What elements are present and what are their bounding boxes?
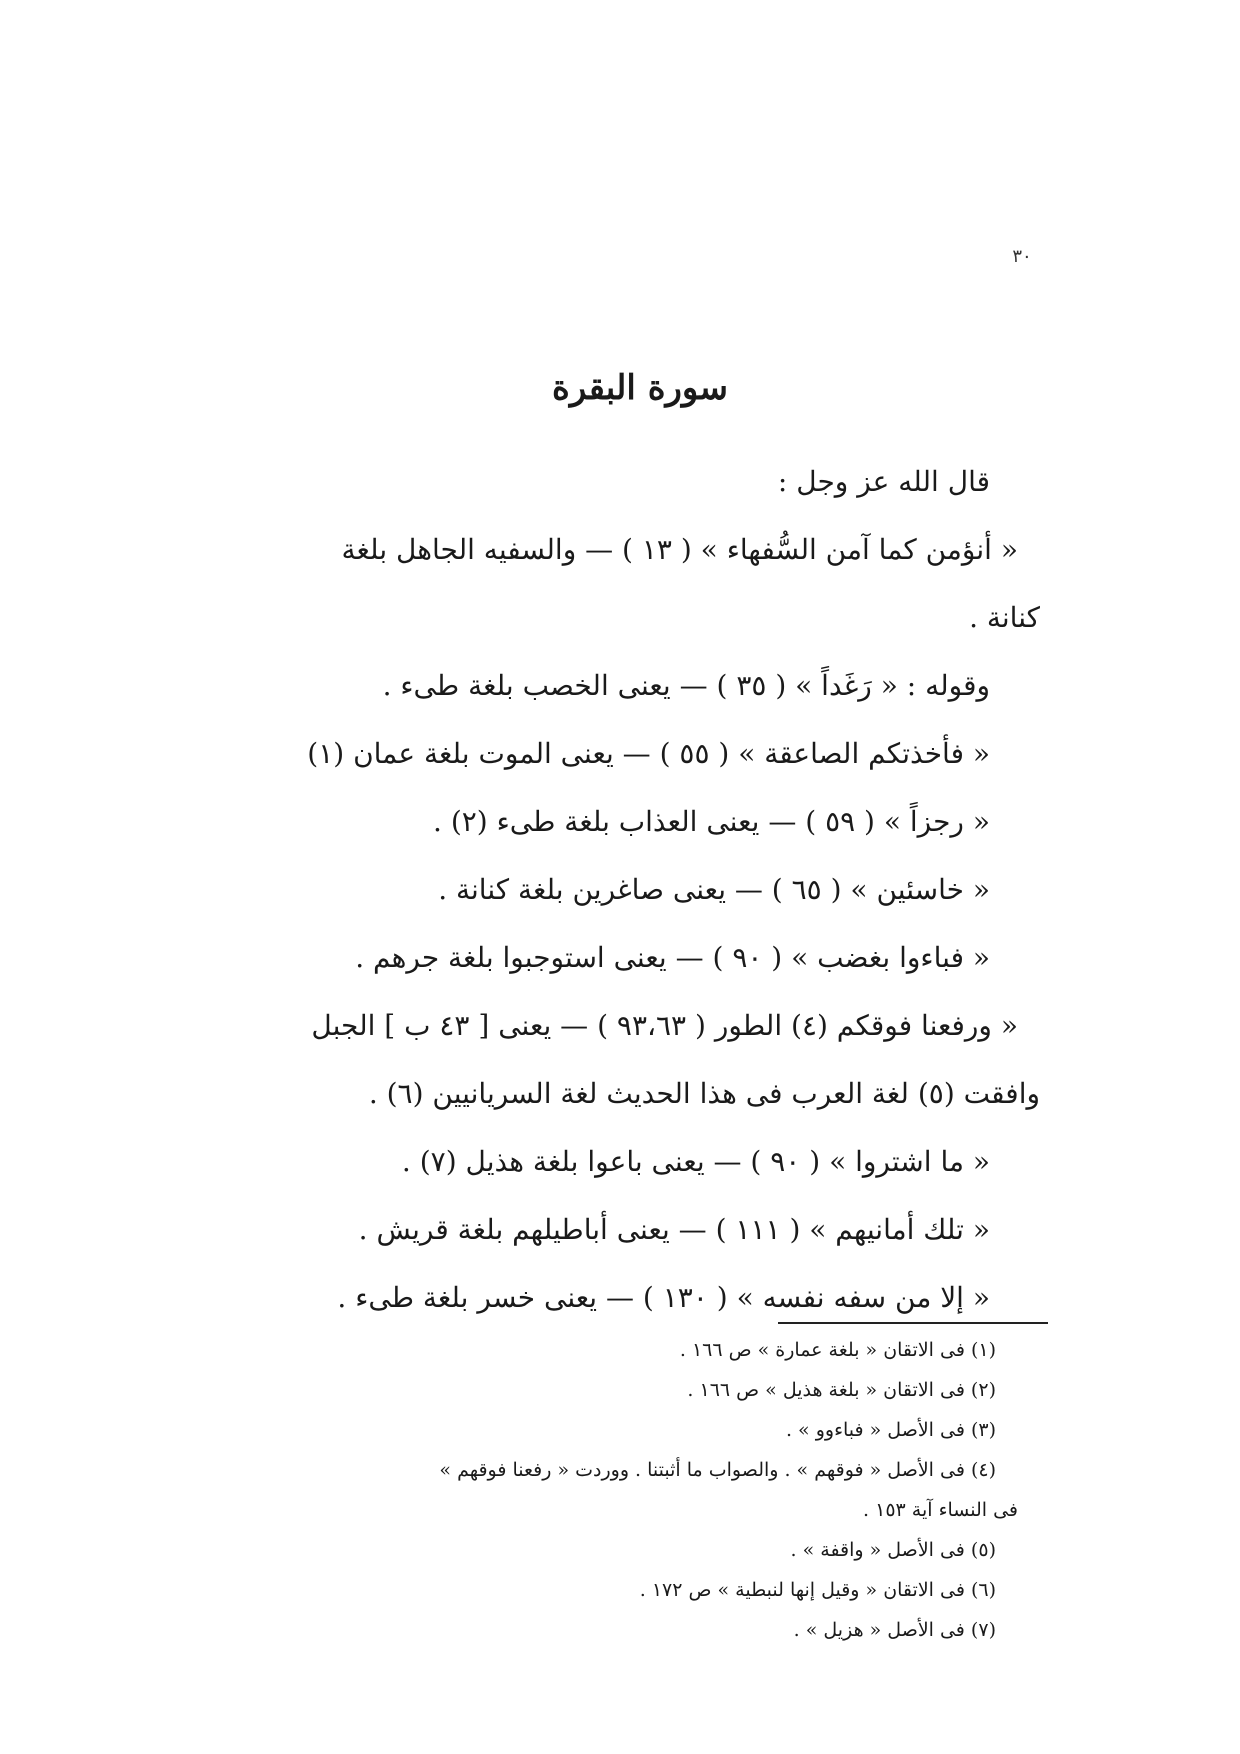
footnote: (٣) فى الأصل « فباءوو » .: [785, 1419, 996, 1441]
body-line: وقوله : « رَغَداً » ( ٣٥ ) — يعنى الخصب بلغة طىء .: [382, 669, 990, 702]
body-line: وافقت (٥) لغة العرب فى هذا الحديث لغة السريانيين (٦) .: [368, 1077, 1040, 1110]
page-number: ٣٠: [1012, 246, 1032, 267]
footnote: (٢) فى الاتقان « بلغة هذيل » ص ١٦٦ .: [687, 1379, 996, 1401]
body-line: قال الله عز وجل :: [777, 465, 990, 498]
body-line: « إلا من سفه نفسه » ( ١٣٠ ) — يعنى خسر بلغة طىء .: [337, 1281, 990, 1314]
body-line: « خاسئين » ( ٦٥ ) — يعنى صاغرين بلغة كنانة .: [438, 873, 990, 906]
body-line: « ما اشتروا » ( ٩٠ ) — يعنى باعوا بلغة هذيل (٧) .: [401, 1145, 990, 1178]
body-line: « فأخذتكم الصاعقة » ( ٥٥ ) — يعنى الموت بلغة عمان (١): [307, 737, 990, 770]
body-line: « ورفعنا فوقكم (٤) الطور ( ٩٣،٦٣ ) — يعنى [ ٤٣ ب ] الجبل: [311, 1009, 1018, 1042]
body-line: « أنؤمن كما آمن السُّفهاء » ( ١٣ ) — والسفيه الجاهل بلغة: [341, 533, 1018, 566]
footnote-divider: [778, 1322, 1048, 1324]
footnote: (٧) فى الأصل « هزيل » .: [793, 1619, 996, 1641]
footnotes: [248, 1330, 1018, 1650]
body-text: [240, 448, 1040, 1332]
footnote: (٤) فى الأصل « فوقهم » . والصواب ما أثبتنا . ووردت « رفعنا فوقهم »: [439, 1459, 996, 1481]
footnote-continuation: فى النساء آية ١٥٣ .: [863, 1499, 1018, 1521]
footnote: (٦) فى الاتقان « وقيل إنها لنبطية » ص ١٧٢ .: [639, 1579, 996, 1601]
body-line: « رجزاً » ( ٥٩ ) — يعنى العذاب بلغة طىء (٢) .: [433, 805, 990, 838]
body-line: « فباءوا بغضب » ( ٩٠ ) — يعنى استوجبوا بلغة جرهم .: [355, 941, 990, 974]
body-line: « تلك أمانيهم » ( ١١١ ) — يعنى أباطيلهم بلغة قريش .: [358, 1213, 990, 1246]
footnote: (١) فى الاتقان « بلغة عمارة » ص ١٦٦ .: [679, 1339, 996, 1361]
surah-title: سورة البقرة: [552, 368, 728, 408]
footnote: (٥) فى الأصل « واقفة » .: [790, 1539, 996, 1561]
body-line: كنانة .: [969, 601, 1040, 634]
